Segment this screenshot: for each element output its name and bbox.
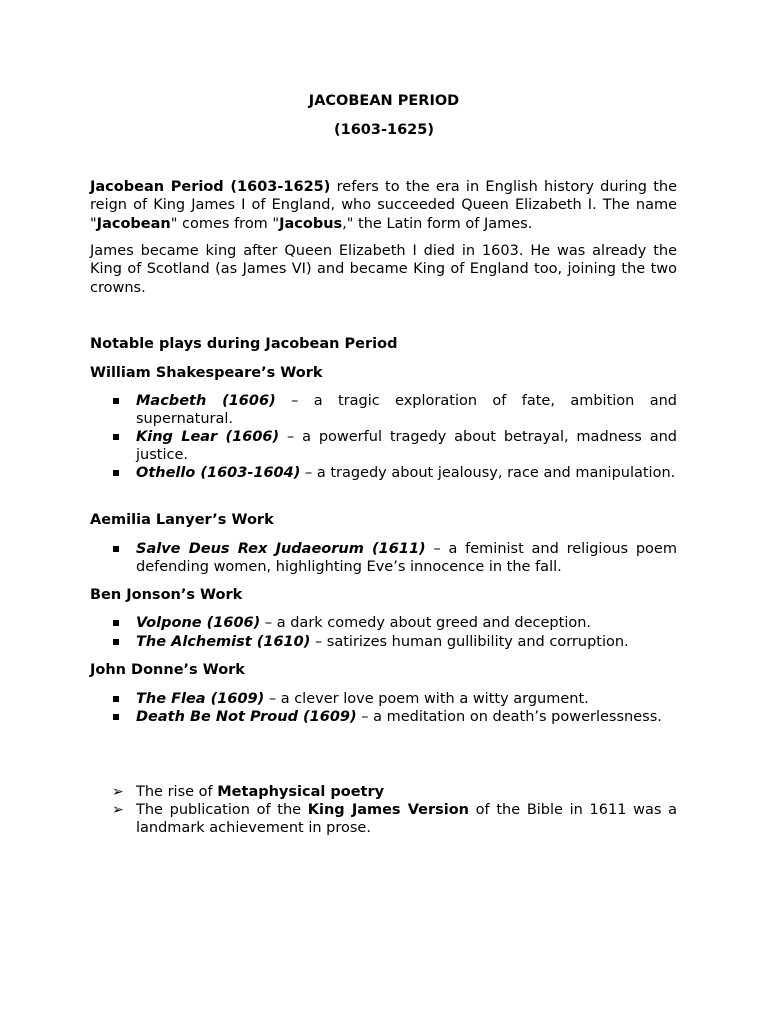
- arrow-list-item: [112, 783, 677, 801]
- work-description: – a powerful tragedy about betrayal, madness and justice.: [136, 429, 678, 464]
- arrow-bullet-icon: ➢: [112, 784, 124, 800]
- arrow-item-pre: The publication of the: [136, 802, 308, 818]
- section-heading-shakespeare: William Shakespeare’s Work: [90, 365, 323, 381]
- arrow-item-post: of the Bible in 1611 was a landmark achievement in prose.: [136, 802, 678, 837]
- document-subtitle-years: (1603-1625): [334, 122, 434, 138]
- list-item: [112, 614, 677, 632]
- work-title: Death Be Not Proud (1609): [136, 709, 357, 725]
- intro-bold-jacobus: Jacobus: [279, 215, 343, 232]
- document-title: JACOBEAN PERIOD: [308, 93, 460, 109]
- intro-text-b: " comes from ": [170, 215, 280, 232]
- work-title: The Alchemist (1610): [136, 634, 311, 650]
- list-item: [112, 464, 677, 482]
- work-title: King Lear (1606): [136, 429, 280, 445]
- work-title: Macbeth (1606): [136, 393, 276, 409]
- list-item: [112, 633, 677, 651]
- arrow-list-item: [112, 801, 677, 838]
- list-item: [112, 690, 677, 708]
- work-title: Othello (1603-1604): [136, 465, 301, 481]
- section-heading-lanyer: Aemilia Lanyer’s Work: [90, 512, 274, 528]
- notable-plays-heading: Notable plays during Jacobean Period: [90, 336, 398, 352]
- arrow-item-bold: King James Version: [307, 802, 469, 818]
- work-description: – a tragic exploration of fate, ambition and supernatural.: [136, 393, 677, 428]
- list-item: [112, 708, 677, 726]
- section-heading-jonson: Ben Jonson’s Work: [90, 587, 243, 603]
- intro-paragraph-2: James became king after Queen Elizabeth I died in 1603. He was already the King of Scotland (as James VI) and became King of England too, joining the two crowns.: [90, 243, 677, 296]
- work-description: – a dark comedy about greed and deception.: [260, 615, 592, 631]
- arrow-item-pre: The rise of: [136, 784, 218, 800]
- section-heading-donne: John Donne’s Work: [90, 662, 245, 678]
- intro-paragraph-1: [90, 178, 677, 233]
- work-title: Volpone (1606): [136, 615, 261, 631]
- list-item: [112, 428, 677, 465]
- list-item: [112, 392, 677, 429]
- work-description: – a tragedy about jealousy, race and manipulation.: [300, 465, 676, 481]
- intro-text-a: refers to the era in English history during the reign of King James I of England, who succeeded Queen Elizabeth I. The name ": [90, 179, 677, 232]
- intro-bold-jacobean: Jacobean: [96, 215, 171, 232]
- work-description: – a clever love poem with a witty argument.: [264, 691, 589, 707]
- work-description: – a feminist and religious poem defending women, highlighting Eve’s innocence in the fall.: [136, 541, 677, 576]
- work-title: Salve Deus Rex Judaeorum (1611): [136, 541, 426, 557]
- arrow-bullet-icon: ➢: [112, 802, 124, 818]
- work-title: The Flea (1609): [136, 691, 265, 707]
- intro-term: Jacobean Period (1603-1625): [90, 179, 331, 195]
- intro-text-c: ," the Latin form of James.: [342, 215, 533, 232]
- list-item: [112, 540, 677, 577]
- arrow-item-bold: Metaphysical poetry: [217, 784, 385, 800]
- work-description: – a meditation on death’s powerlessness.: [356, 709, 662, 725]
- work-description: – satirizes human gullibility and corruption.: [310, 634, 629, 650]
